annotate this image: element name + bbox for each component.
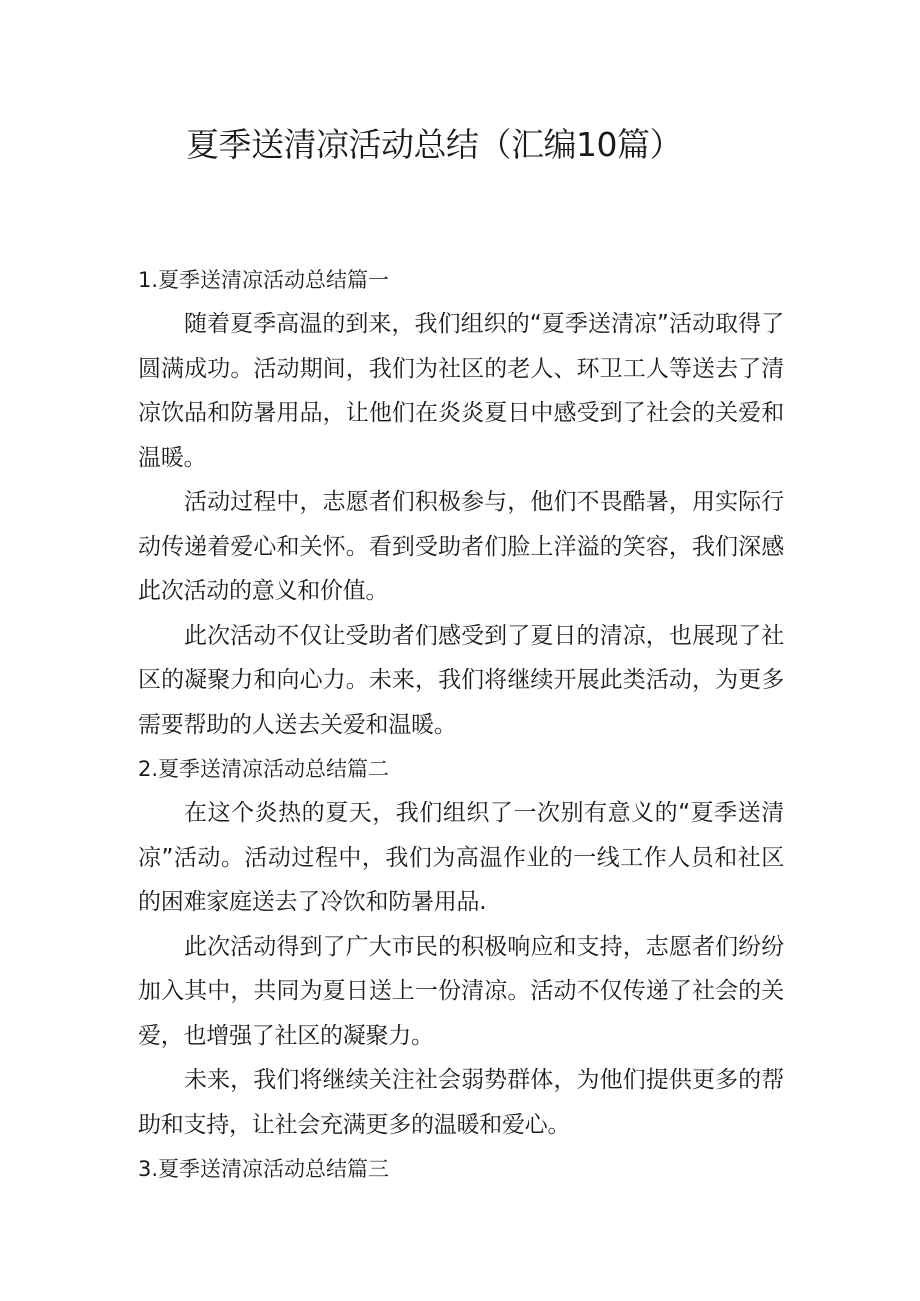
section-heading: 3.夏季送清凉活动总结篇三	[138, 1157, 390, 1181]
paragraph: 活动过程中，志愿者们积极参与，他们不畏酷暑，用实际行动传递着爱心和关怀。看到受助者们脸上洋溢的笑容，我们深感此次活动的意义和价值。	[138, 489, 784, 604]
section-3	[138, 1147, 784, 1191]
paragraph: 此次活动得到了广大市民的积极响应和支持，志愿者们纷纷加入其中，共同为夏日送上一份清凉。活动不仅传递了社会的关爱，也增强了社区的凝聚力。	[138, 933, 784, 1049]
document-title: 夏季送清凉活动总结（汇编10篇）	[186, 125, 682, 164]
document-body	[138, 258, 784, 1191]
paragraph: 在这个炎热的夏天，我们组织了一次别有意义的“夏季送清凉”活动。活动过程中，我们为高温作业的一线工作人员和社区的困难家庭送去了冷饮和防暑用品.	[138, 800, 784, 915]
paragraph: 未来，我们将继续关注社会弱势群体，为他们提供更多的帮助和支持，让社会充满更多的温暖和爱心。	[138, 1067, 784, 1138]
section-heading: 1.夏季送清凉活动总结篇一	[138, 268, 390, 292]
section-1	[138, 258, 784, 747]
paragraph: 此次活动不仅让受助者们感受到了夏日的清凉，也展现了社区的凝聚力和向心力。未来，我们将继续开展此类活动，为更多需要帮助的人送去关爱和温暖。	[138, 622, 784, 738]
paragraph: 随着夏季高温的到来，我们组织的“夏季送清凉”活动取得了圆满成功。活动期间，我们为社区的老人、环卫工人等送去了清凉饮品和防暑用品，让他们在炎炎夏日中感受到了社会的关爱和温暖。	[138, 311, 784, 471]
section-heading: 2.夏季送清凉活动总结篇二	[138, 757, 390, 781]
section-2	[138, 747, 784, 1147]
